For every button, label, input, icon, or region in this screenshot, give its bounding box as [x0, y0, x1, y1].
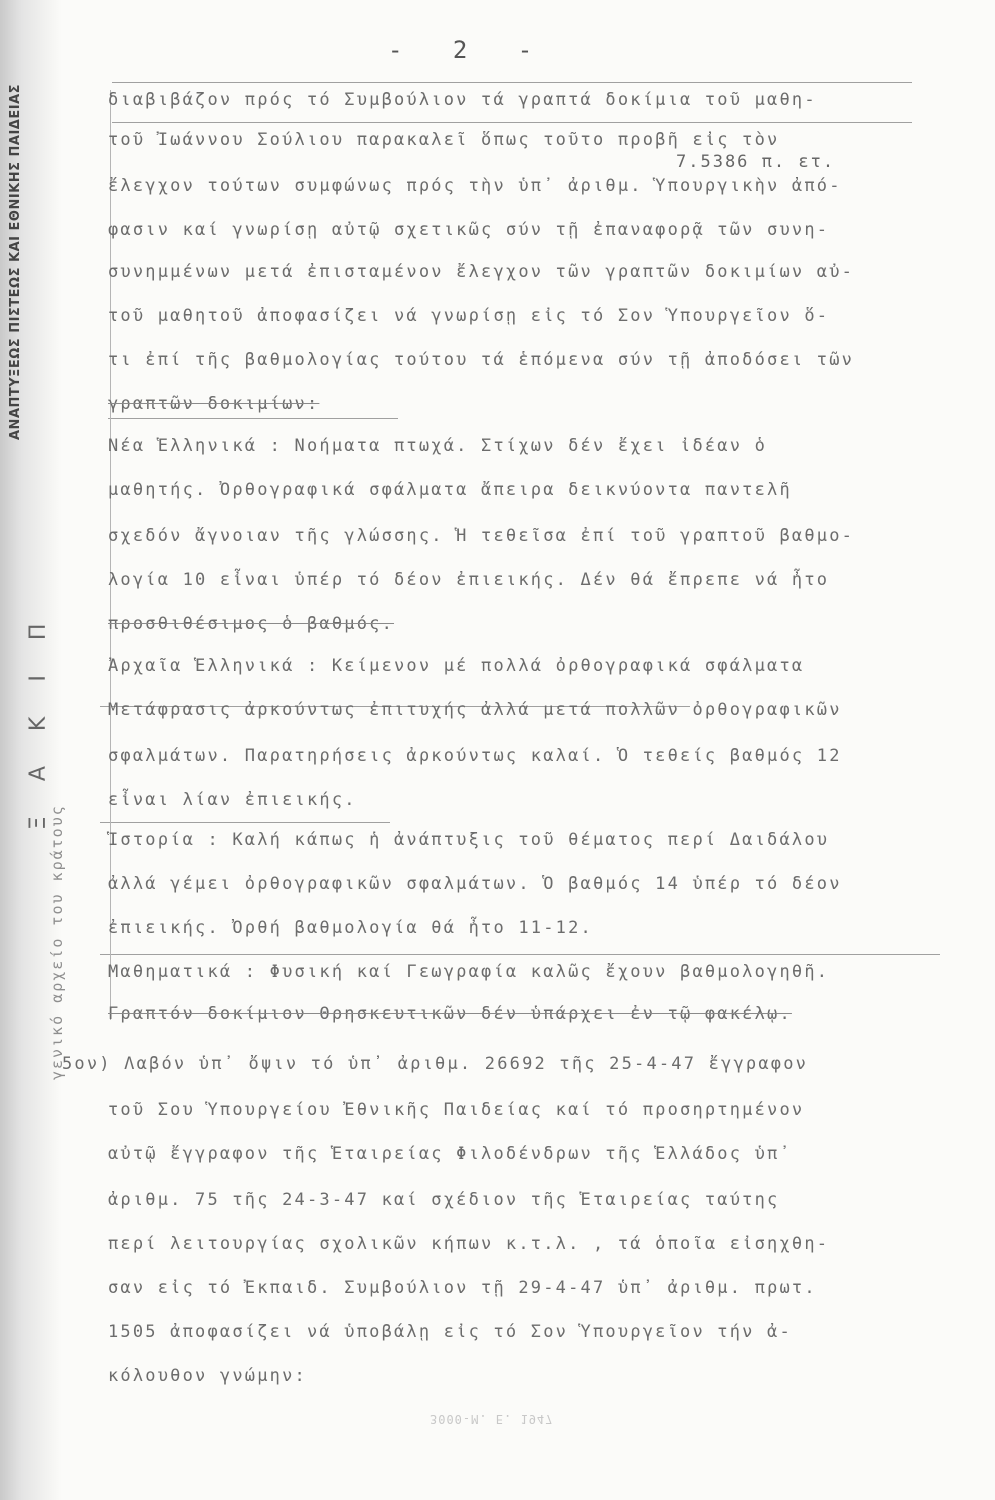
- text-line: αὐτῷ ἔγγραφον τῆς Ἑταιρείας Φιλοδένδρων τῆς Ἑλλάδος ὑπ᾽: [108, 1144, 792, 1164]
- text-line: τοῦ Σου Ὑπουργείου Ἐθνικῆς Παιδείας καί τό προσηρτημένον: [108, 1100, 805, 1120]
- text-line: ἔλεγχον τούτων συμφώνως πρός τὴν ὑπ᾽ ἀριθμ. Ὑπουργικὴν ἀπό-: [108, 176, 842, 196]
- text-line: ἀλλά γέμει ὀρθογραφικῶν σφαλμάτων. Ὁ βαθμός 14 ὑπέρ τό δέον: [108, 874, 842, 894]
- text-line: ἀριθμ. 75 τῆς 24-3-47 καί σχέδιον τῆς Ἑταιρείας ταύτης: [108, 1190, 780, 1210]
- text-line: 1505 ἀποφασίζει νά ὑποβάλῃ εἰς τό Σον Ὑπουργεῖον τήν ἀ-: [108, 1322, 792, 1342]
- ruled-line: [108, 418, 398, 419]
- ruled-line: [112, 82, 912, 83]
- text-line: Ἱστορία : Καλή κάπως ἡ ἀνάπτυξις τοῦ θέματος περί Δαιδάλου: [108, 830, 830, 850]
- text-line: σχεδόν ἄγνοιαν τῆς γλώσσης. Ἡ τεθεῖσα ἐπί τοῦ γραπτοῦ βαθμο-: [108, 526, 855, 546]
- text-line: τοῦ Ἰωάννου Σούλιου παρακαλεῖ ὅπως τοῦτο προβῆ εἰς τὸν: [108, 130, 780, 150]
- text-line: Ἀρχαῖα Ἑλληνικά : Κείμενον μέ πολλά ὀρθογραφικά σφάλματα: [108, 656, 805, 676]
- text-line: Γραπτόν δοκίμιον Θρησκευτικῶν δέν ὑπάρχει ἐν τῷ φακέλῳ.: [108, 1004, 792, 1024]
- margin-stamp-archive: γενικό αρχείο του κράτους: [48, 804, 66, 1080]
- text-line: κόλουθον γνώμην:: [108, 1366, 307, 1386]
- text-line: 5ον) Λαβόν ὑπ᾽ ὄψιν τό ὑπ᾽ ἀριθμ. 26692 τῆς 25-4-47 ἔγγραφον: [62, 1054, 809, 1074]
- text-line: μαθητής. Ὀρθογραφικά σφάλματα ἄπειρα δεικνύοντα παντελῆ: [108, 480, 792, 500]
- text-line: εἶναι λίαν ἐπιεικής.: [108, 790, 357, 810]
- text-line: τοῦ μαθητοῦ ἀποφασίζει νά γνωρίσῃ εἰς τό Σον Ὑπουργεῖον ὅ-: [108, 306, 830, 326]
- text-line: διαβιβάζον πρός τό Συμβούλιον τά γραπτά δοκίμια τοῦ μαθη-: [108, 90, 817, 110]
- text-line: Νέα Ἑλληνικά : Νοήματα πτωχά. Στίχων δέν ἔχει ἰδέαν ὁ: [108, 436, 768, 456]
- text-line: φασιν καί γνωρίσῃ αὐτῷ σχετικῶς σύν τῇ ἐπαναφορᾷ τῶν συνη-: [108, 220, 830, 240]
- text-line: τι ἐπί τῆς βαθμολογίας τούτου τά ἑπόμενα σύν τῇ ἀποδόσει τῶν: [108, 350, 855, 370]
- ruled-line: [100, 822, 390, 823]
- text-line: λογία 10 εἶναι ὑπέρ τό δέον ἐπιεικής. Δέν θά ἔπρεπε νά ἦτο: [108, 570, 830, 590]
- margin-stamp-institution: ΑΝΑΠΤΥΞΕΩΣ ΠΙΣΤΕΩΣ ΚΑΙ ΕΘΝΙΚΗΣ ΠΑΙΔΕΙΑΣ: [8, 83, 23, 440]
- margin-stamp-name: Ξ Α Κ Ι Π: [26, 609, 51, 830]
- ruled-line: [112, 122, 912, 123]
- text-line: Μετάφρασις ἀρκούντως ἐπιτυχής ἀλλά μετά πολλῶν ὀρθογραφικῶν: [108, 700, 842, 720]
- text-line: σφαλμάτων. Παρατηρήσεις ἀρκούντως καλαί. Ὁ τεθείς βαθμός 12: [108, 746, 842, 766]
- reference-number: 7.5386 π. ετ.: [676, 152, 836, 172]
- footer-bleed-through: 3000-Μ. Ε. 1947: [430, 1412, 554, 1426]
- text-line: συνημμένων μετά ἐπισταμένον ἔλεγχον τῶν γραπτῶν δοκιμίων αὐ-: [108, 262, 855, 282]
- text-line: προσθιθέσιμος ὁ βαθμός.: [108, 614, 395, 634]
- text-line: γραπτῶν δοκιμίων:: [108, 394, 320, 414]
- text-line: σαν εἰς τό Ἐκπαιδ. Συμβούλιον τῇ 29-4-47 ὑπ᾽ ἀριθμ. πρωτ.: [108, 1278, 817, 1298]
- page-number: - 2 -: [388, 36, 551, 64]
- text-line: Μαθηματικά : Φυσική καί Γεωγραφία καλῶς ἔχουν βαθμολογηθῆ.: [108, 962, 830, 982]
- text-line: ἐπιεικής. Ὀρθή βαθμολογία θά ἦτο 11-12.: [108, 918, 593, 938]
- ruled-line: [100, 954, 940, 955]
- text-line: περί λειτουργίας σχολικῶν κήπων κ.τ.λ. , τά ὁποῖα εἰσηχθη-: [108, 1234, 830, 1254]
